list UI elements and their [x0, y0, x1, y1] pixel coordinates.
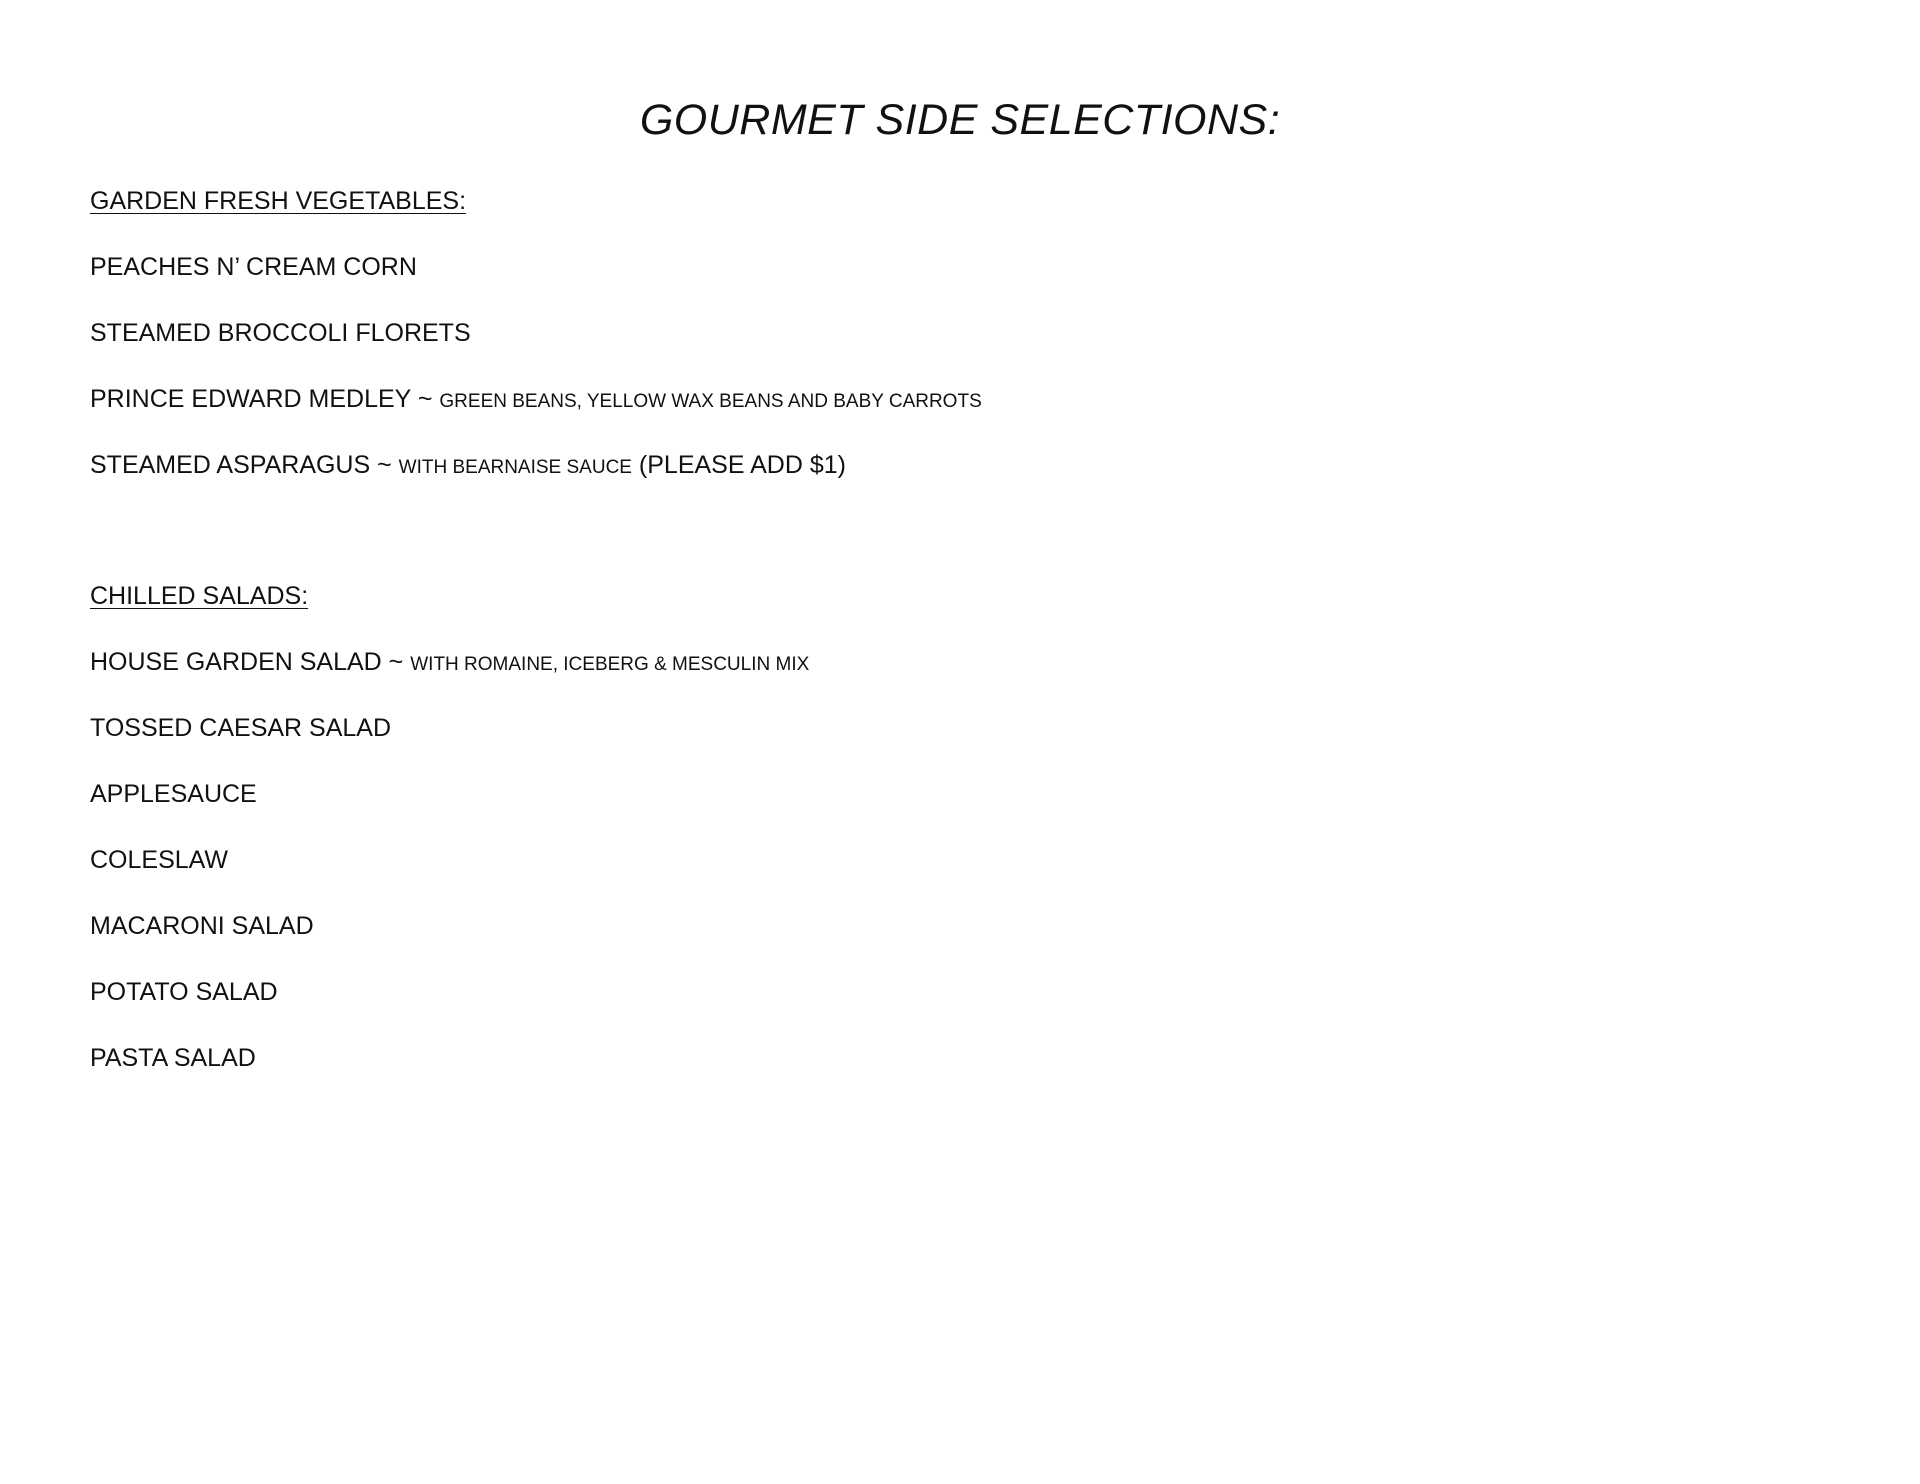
menu-item [90, 317, 471, 349]
menu-item-surcharge: (PLEASE ADD $1) [631, 451, 846, 479]
menu-item [90, 251, 417, 283]
menu-item-name: APPLESAUCE [90, 780, 257, 808]
menu-item-name: COLESLAW [90, 846, 229, 874]
menu-item [90, 844, 228, 876]
menu-item-name: MACARONI SALAD [90, 912, 314, 940]
menu-item [90, 646, 809, 681]
menu-item-name: STEAMED ASPARAGUS ~ [90, 451, 399, 479]
menu-item-name: POTATO SALAD [90, 978, 278, 1006]
menu-item [90, 449, 846, 484]
menu-item-note: GREEN BEANS, YELLOW WAX BEANS AND BABY CARROTS [439, 391, 982, 412]
menu-item-name: PASTA SALAD [90, 1044, 256, 1072]
section-heading-vegetables: GARDEN FRESH VEGETABLES: [90, 187, 467, 215]
menu-item [90, 976, 278, 1008]
menu-item-note: WITH ROMAINE, ICEBERG & MESCULIN MIX [410, 654, 810, 675]
menu-item-name: STEAMED BROCCOLI FLORETS [90, 319, 471, 347]
menu-item-name: HOUSE GARDEN SALAD ~ [90, 648, 411, 676]
section-heading-salads: CHILLED SALADS: [90, 582, 309, 610]
menu-item [90, 1042, 256, 1074]
page-title: GOURMET SIDE SELECTIONS: [639, 96, 1281, 144]
menu-item-name: PRINCE EDWARD MEDLEY ~ [90, 385, 440, 413]
menu-item-note: WITH BEARNAISE SAUCE [398, 457, 632, 478]
menu-item [90, 712, 391, 744]
menu-item [90, 383, 982, 418]
menu-item [90, 910, 314, 942]
menu-item-name: PEACHES N’ CREAM CORN [90, 253, 417, 281]
menu-item-name: TOSSED CAESAR SALAD [90, 714, 392, 742]
menu-item [90, 778, 257, 810]
